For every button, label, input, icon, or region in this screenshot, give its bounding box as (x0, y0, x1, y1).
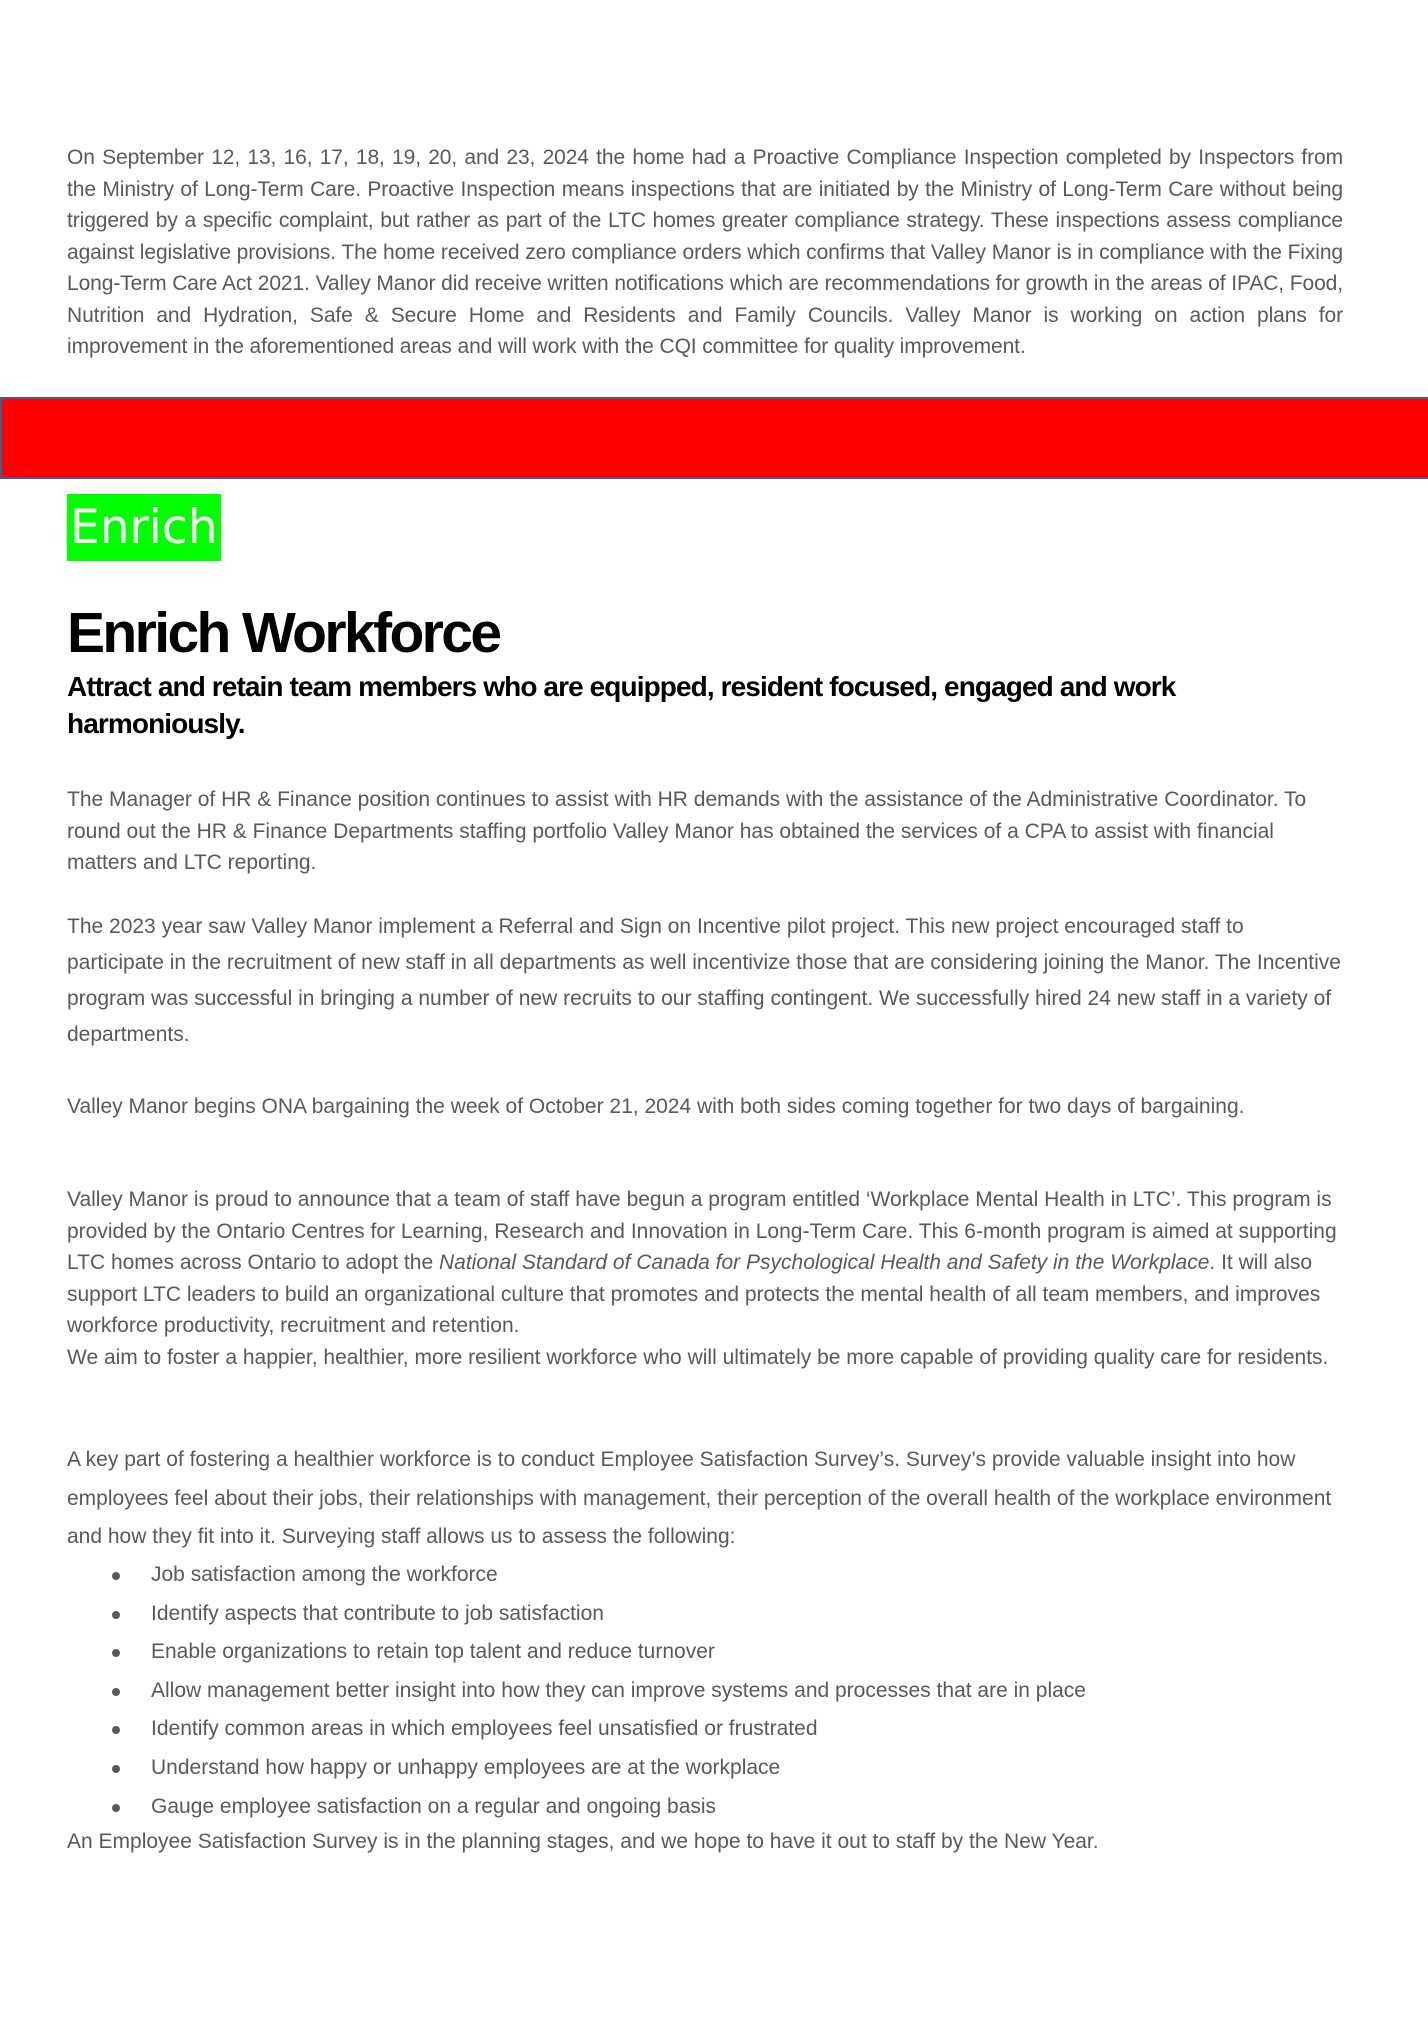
list-item-text: Allow management better insight into how they can improve systems and processes that are in place (151, 1678, 1086, 1702)
referral-program-paragraph: The 2023 year saw Valley Manor implement a Referral and Sign on Incentive pilot project. This new project encouraged staff to participate in the recruitment of new staff in all departments as well incentivize those that are considering joining the Manor. The Incentive program was successful in bringing a number of new recruits to our staffing contingent. We successfully hired 24 new staff in a variety of departments. (67, 915, 1341, 1046)
mental-health-paragraph (67, 1184, 1343, 1373)
bullet-icon (112, 1688, 120, 1696)
bullet-icon (112, 1804, 120, 1812)
list-item (67, 1556, 1343, 1595)
closing-paragraph: An Employee Satisfaction Survey is in the planning stages, and we hope to have it out to staff by the New Year. (67, 1830, 1099, 1853)
list-item (67, 1595, 1343, 1634)
section-title: Enrich Workforce (67, 601, 500, 665)
list-item-text: Identify aspects that contribute to job satisfaction (151, 1601, 604, 1625)
bullet-icon (112, 1611, 120, 1619)
bullet-icon (112, 1765, 120, 1773)
section-divider-band (0, 397, 1428, 479)
list-item (67, 1710, 1343, 1749)
section-tag: Enrich (67, 494, 221, 561)
list-item (67, 1749, 1343, 1788)
mental-health-text-start: Valley Manor is proud to announce that a team of staff have begun a program entitled ‘Workplace Mental Health in LTC’. This program is provided by the Ontario Centres for Learning, Research and Innovation in Long-Term Care. This 6-month program is aimed at supporting LTC homes across Ontario to adopt the (67, 1188, 1337, 1274)
list-item-text: Enable organizations to retain top talent and reduce turnover (151, 1640, 715, 1664)
list-item (67, 1672, 1343, 1711)
mental-health-aim: We aim to foster a happier, healthier, more resilient workforce who will ultimately be more capable of providing quality care for residents. (67, 1345, 1329, 1369)
section-subtitle: Attract and retain team members who are equipped, resident focused, engaged and work harmoniously. (67, 671, 1176, 739)
mental-health-text-end: . It will also support LTC leaders to build an organizational culture that promotes and protects the mental health of all team members, and improves workforce productivity, recruitment and retention. (67, 1251, 1321, 1337)
survey-assessment-list (67, 1556, 1343, 1826)
list-item-text: Identify common areas in which employees feel unsatisfied or frustrated (151, 1717, 818, 1741)
intro-paragraph: On September 12, 13, 16, 17, 18, 19, 20, and 23, 2024 the home had a Proactive Compliance Inspection completed by Inspectors from the Ministry of Long-Term Care. Proactive Inspection means inspections that are initiated by the Ministry of Long-Term Care without being triggered by a specific complaint, but rather as part of the LTC homes greater compliance strategy. These inspections assess compliance against legislative provisions. The home received zero compliance orders which confirms that Valley Manor is in compliance with the Fixing Long-Term Care Act 2021. Valley Manor did receive written notifications which are recommendations for growth in the areas of IPAC, Food, Nutrition and Hydration, Safe & Secure Home and Residents and Family Councils. Valley Manor is working on action plans for improvement in the aforementioned areas and will work with the CQI committee for quality improvement. (67, 146, 1343, 358)
list-item-text: Job satisfaction among the workforce (151, 1563, 498, 1586)
bullet-icon (112, 1649, 120, 1657)
bullet-icon (112, 1726, 120, 1734)
bullet-icon (112, 1572, 120, 1580)
list-item (67, 1788, 1343, 1827)
list-item (67, 1633, 1343, 1672)
list-item-text: Gauge employee satisfaction on a regular and ongoing basis (151, 1794, 717, 1818)
survey-intro-paragraph: A key part of fostering a healthier workforce is to conduct Employee Satisfaction Survey’s. Survey’s provide valuable insight into how employees feel about their jobs, their relationships with management, their perception of the overall health of the workplace environment and how they fit into it. Surveying staff allows us to assess the following: (67, 1448, 1332, 1548)
hr-finance-paragraph: The Manager of HR & Finance position continues to assist with HR demands with the assistance of the Administrative Coordinator. To round out the HR & Finance Departments staffing portfolio Valley Manor has obtained the services of a CPA to assist with financial matters and LTC reporting. (67, 788, 1307, 874)
list-item-text: Understand how happy or unhappy employees are at the workplace (151, 1755, 781, 1779)
national-standard-title: National Standard of Canada for Psychological Health and Safety in the Workplace (438, 1251, 1210, 1274)
ona-bargaining-paragraph: Valley Manor begins ONA bargaining the week of October 21, 2024 with both sides coming together for two days of bargaining. (67, 1095, 1245, 1118)
